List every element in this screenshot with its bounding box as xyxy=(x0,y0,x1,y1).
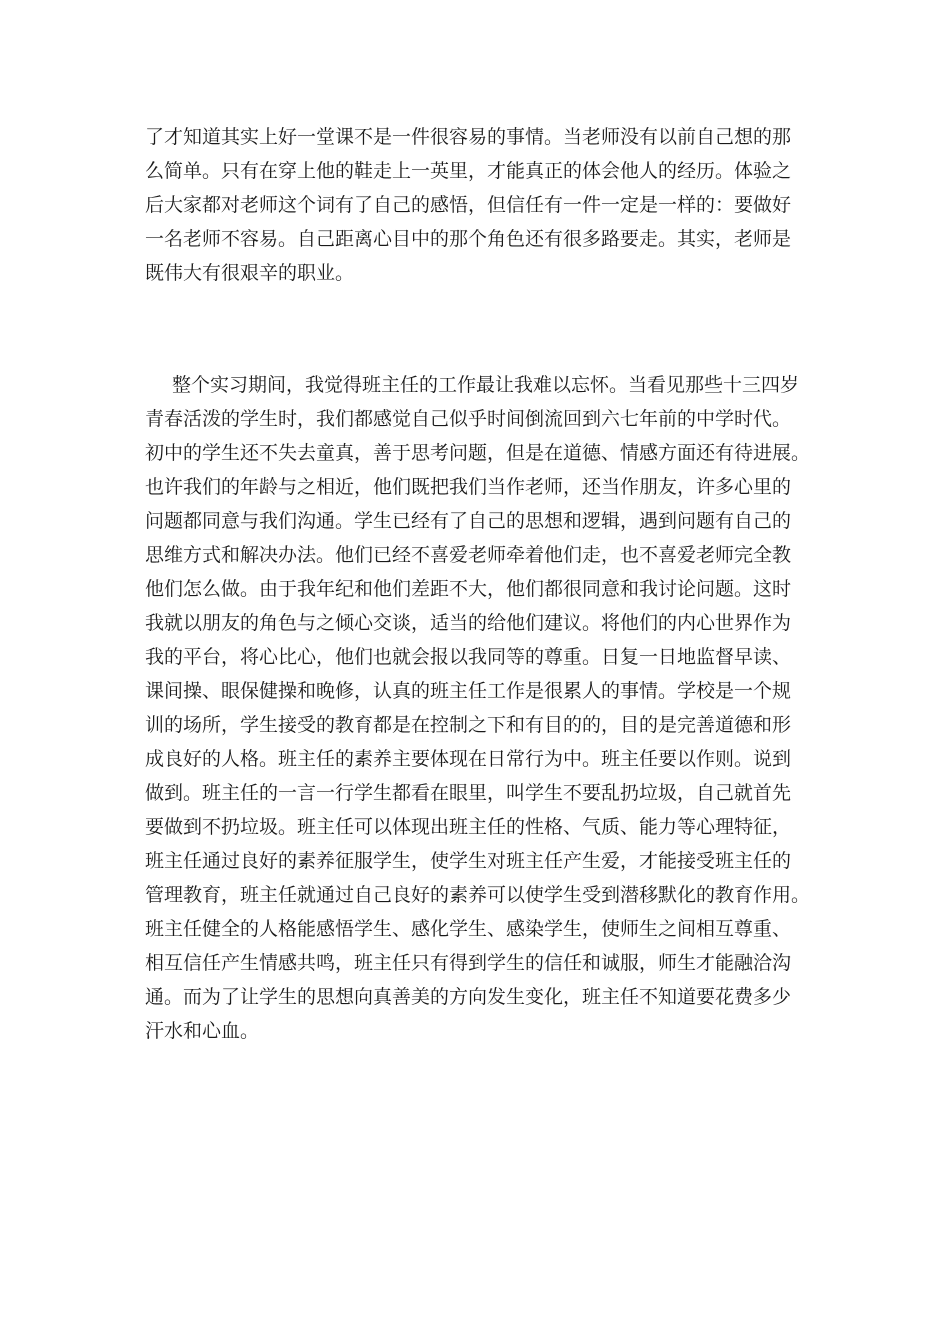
paragraph-line: 班主任通过良好的素养征服学生，使学生对班主任产生爱，才能接受班主任的 xyxy=(145,850,792,872)
paragraph-line: 相互信任产生情感共鸣，班主任只有得到学生的信任和诚服，师生才能融洽沟 xyxy=(145,952,792,974)
paragraph-line: 一名老师不容易。自己距离心目中的那个角色还有很多路要走。其实，老师是 xyxy=(145,228,792,250)
paragraph-line: 青春活泼的学生时，我们都感觉自己似乎时间倒流回到六七年前的中学时代。 xyxy=(145,408,792,430)
paragraph-line: 既伟大有很艰辛的职业。 xyxy=(145,262,355,284)
paragraph-line: 初中的学生还不失去童真，善于思考问题，但是在道德、情感方面还有待进展。 xyxy=(145,442,811,464)
paragraph-line: 整个实习期间，我觉得班主任的工作最让我难以忘怀。当看见那些十三四岁 xyxy=(172,374,800,396)
paragraph-line: 汗水和心血。 xyxy=(145,1020,260,1042)
paragraph-line: 管理教育，班主任就通过自己良好的素养可以使学生受到潜移默化的教育作用。 xyxy=(145,884,811,906)
paragraph-line: 课间操、眼保健操和晚修，认真的班主任工作是很累人的事情。学校是一个规 xyxy=(145,680,792,702)
paragraph-line: 后大家都对老师这个词有了自己的感悟，但信任有一件一定是一样的：要做好 xyxy=(145,194,792,216)
paragraph-line: 训的场所，学生接受的教育都是在控制之下和有目的的，目的是完善道德和形 xyxy=(145,714,792,736)
paragraph-line: 他们怎么做。由于我年纪和他们差距不大，他们都很同意和我讨论问题。这时 xyxy=(145,578,792,600)
paragraph-line: 成良好的人格。班主任的素养主要体现在日常行为中。班主任要以作则。说到 xyxy=(145,748,792,770)
paragraph-line: 要做到不扔垃圾。班主任可以体现出班主任的性格、气质、能力等心理特征， xyxy=(145,816,792,838)
paragraph-line: 么简单。只有在穿上他的鞋走上一英里，才能真正的体会他人的经历。体验之 xyxy=(145,160,792,182)
paragraph-line: 通。而为了让学生的思想向真善美的方向发生变化，班主任不知道要花费多少 xyxy=(145,986,792,1008)
paragraph-line: 班主任健全的人格能感悟学生、感化学生、感染学生，使师生之间相互尊重、 xyxy=(145,918,792,940)
paragraph-line: 我的平台，将心比心，他们也就会报以我同等的尊重。日复一日地监督早读、 xyxy=(145,646,792,668)
paragraph-line: 思维方式和解决办法。他们已经不喜爱老师牵着他们走，也不喜爱老师完全教 xyxy=(145,544,792,566)
paragraph-line: 做到。班主任的一言一行学生都看在眼里，叫学生不要乱扔垃圾，自己就首先 xyxy=(145,782,792,804)
paragraph-line: 了才知道其实上好一堂课不是一件很容易的事情。当老师没有以前自己想的那 xyxy=(145,126,792,148)
paragraph-line: 问题都同意与我们沟通。学生已经有了自己的思想和逻辑，遇到问题有自己的 xyxy=(145,510,792,532)
paragraph-line: 也许我们的年龄与之相近，他们既把我们当作老师，还当作朋友，许多心里的 xyxy=(145,476,792,498)
paragraph-line: 我就以朋友的角色与之倾心交谈，适当的给他们建议。将他们的内心世界作为 xyxy=(145,612,792,634)
